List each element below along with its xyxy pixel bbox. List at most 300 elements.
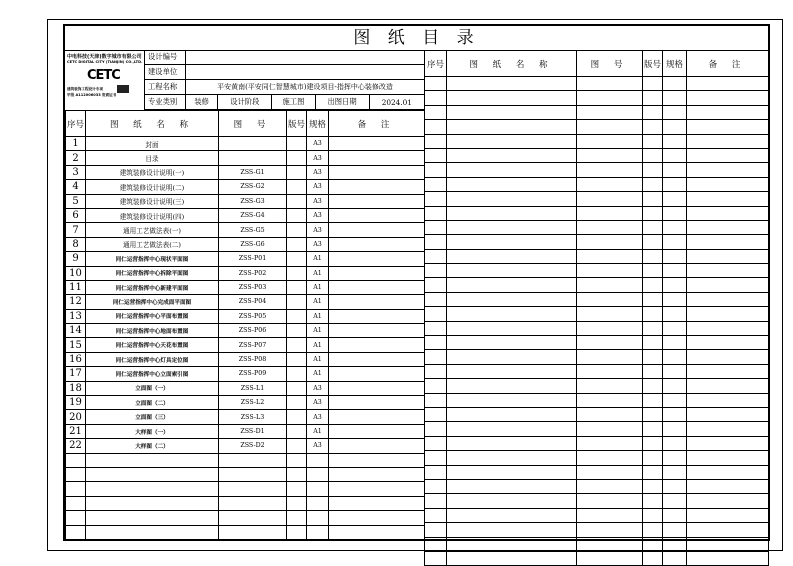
remark-cell — [329, 338, 425, 352]
version-cell — [643, 364, 663, 378]
spec-cell: A1 — [307, 367, 329, 381]
name-cell — [447, 537, 577, 551]
version-cell — [287, 194, 307, 208]
name-cell — [447, 321, 577, 335]
company-logo-block — [65, 50, 145, 110]
remark-cell — [687, 220, 769, 234]
company-name-en: CETC DIGITAL CITY (TIANJIN) CO.,LTD. — [67, 60, 143, 64]
table-row — [425, 105, 769, 119]
seq-cell — [425, 393, 447, 407]
stage-label: 设计阶段 — [218, 95, 272, 110]
number-cell: ZSS-G5 — [219, 223, 287, 237]
version-cell — [643, 523, 663, 537]
remark-cell — [329, 208, 425, 222]
number-cell — [219, 496, 287, 510]
number-cell: ZSS-L1 — [219, 381, 287, 395]
table-row — [66, 266, 425, 280]
version-cell — [643, 163, 663, 177]
seq-cell — [425, 350, 447, 364]
table-row — [66, 252, 425, 266]
version-cell — [287, 453, 307, 467]
spec-cell — [663, 523, 687, 537]
name-cell: 建筑装修设计说明(二) — [86, 180, 219, 194]
col-spec-header: 规格 — [663, 51, 687, 77]
version-cell — [643, 105, 663, 119]
table-row — [425, 206, 769, 220]
cert-line-2: 甲级 A112006033 资质证书 — [67, 93, 117, 97]
table-row — [425, 422, 769, 436]
spec-cell: A3 — [307, 381, 329, 395]
seq-cell — [425, 264, 447, 278]
table-row — [66, 381, 425, 395]
number-cell — [577, 148, 643, 162]
number-cell — [577, 77, 643, 91]
number-cell — [219, 511, 287, 525]
drawing-list-table — [65, 110, 425, 540]
table-row — [66, 511, 425, 525]
remark-cell — [329, 151, 425, 165]
spec-cell — [663, 292, 687, 306]
spec-cell: A3 — [307, 223, 329, 237]
number-cell: ZSS-P06 — [219, 324, 287, 338]
seq-cell: 22 — [66, 439, 86, 453]
name-cell — [447, 235, 577, 249]
seq-cell — [425, 206, 447, 220]
table-row — [425, 465, 769, 479]
seq-cell — [425, 465, 447, 479]
seq-cell — [425, 249, 447, 263]
table-row — [66, 194, 425, 208]
name-cell: 目录 — [86, 151, 219, 165]
name-cell — [447, 278, 577, 292]
col-number-header: 图 号 — [577, 51, 643, 77]
seq-cell — [425, 364, 447, 378]
name-cell — [86, 525, 219, 539]
seq-cell — [425, 494, 447, 508]
spec-cell — [663, 206, 687, 220]
seq-cell — [425, 523, 447, 537]
seq-cell: 1 — [66, 137, 86, 151]
col-version-header: 版号 — [643, 51, 663, 77]
table-row — [425, 77, 769, 91]
seq-cell — [425, 278, 447, 292]
remark-cell — [329, 324, 425, 338]
remark-cell — [687, 537, 769, 551]
name-cell — [447, 105, 577, 119]
project-value: 平安黄南(平安同仁智慧城市)建设项目-指挥中心装修改造 — [186, 80, 425, 95]
number-cell: ZSS-P02 — [219, 266, 287, 280]
table-row — [66, 496, 425, 510]
spec-cell: A3 — [307, 410, 329, 424]
name-cell — [447, 393, 577, 407]
title-block — [65, 50, 424, 110]
seq-cell: 21 — [66, 424, 86, 438]
spec-cell — [307, 467, 329, 481]
table-row — [425, 163, 769, 177]
spec-cell: A3 — [307, 194, 329, 208]
spec-cell — [663, 163, 687, 177]
spec-cell — [663, 77, 687, 91]
name-cell: 立面图（一） — [86, 381, 219, 395]
seq-cell — [425, 177, 447, 191]
seq-cell: 20 — [66, 410, 86, 424]
table-row — [66, 367, 425, 381]
table-row — [66, 424, 425, 438]
remark-cell — [329, 309, 425, 323]
version-cell — [643, 235, 663, 249]
name-cell — [447, 479, 577, 493]
version-cell — [643, 249, 663, 263]
table-row — [425, 278, 769, 292]
seq-cell — [66, 496, 86, 510]
remark-cell — [687, 523, 769, 537]
remark-cell — [687, 451, 769, 465]
name-cell — [86, 453, 219, 467]
seq-cell: 16 — [66, 352, 86, 366]
seq-cell — [66, 482, 86, 496]
number-cell — [577, 350, 643, 364]
spec-cell: A3 — [307, 165, 329, 179]
spec-cell — [663, 508, 687, 522]
version-cell — [287, 266, 307, 280]
remark-cell — [687, 134, 769, 148]
number-cell: ZSS-P03 — [219, 280, 287, 294]
number-cell — [577, 278, 643, 292]
seq-cell: 4 — [66, 180, 86, 194]
version-cell — [643, 537, 663, 551]
remark-cell — [329, 410, 425, 424]
number-cell: ZSS-G3 — [219, 194, 287, 208]
design-no-label: 设计编号 — [145, 50, 186, 65]
name-cell: 通用工艺做法表(二) — [86, 237, 219, 251]
col-number-header: 图 号 — [219, 111, 287, 137]
name-cell — [447, 220, 577, 234]
col-spec-header: 规格 — [307, 111, 329, 137]
table-row — [425, 321, 769, 335]
spec-cell — [663, 249, 687, 263]
number-cell — [219, 137, 287, 151]
version-cell — [643, 451, 663, 465]
spec-cell: A3 — [307, 396, 329, 410]
remark-cell — [329, 137, 425, 151]
remark-cell — [687, 292, 769, 306]
table-row — [66, 525, 425, 539]
spec-cell: A1 — [307, 252, 329, 266]
name-cell — [447, 551, 577, 565]
stage-value: 施工图 — [272, 95, 315, 110]
seq-cell — [425, 192, 447, 206]
version-cell — [643, 177, 663, 191]
spec-cell — [663, 407, 687, 421]
seq-cell: 10 — [66, 266, 86, 280]
remark-cell — [687, 120, 769, 134]
seq-cell — [66, 467, 86, 481]
name-cell — [447, 436, 577, 450]
name-cell — [447, 523, 577, 537]
seq-cell: 5 — [66, 194, 86, 208]
table-row — [425, 249, 769, 263]
version-cell — [643, 307, 663, 321]
number-cell — [577, 292, 643, 306]
version-cell — [643, 91, 663, 105]
number-cell — [219, 453, 287, 467]
version-cell — [287, 367, 307, 381]
number-cell: ZSS-P07 — [219, 338, 287, 352]
version-cell — [643, 393, 663, 407]
remark-cell — [687, 321, 769, 335]
col-remark-header: 备 注 — [687, 51, 769, 77]
name-cell — [447, 336, 577, 350]
remark-cell — [687, 508, 769, 522]
table-row — [425, 479, 769, 493]
seq-cell — [425, 422, 447, 436]
spec-cell — [663, 192, 687, 206]
table-row — [66, 352, 425, 366]
name-cell: 通用工艺做法表(一) — [86, 223, 219, 237]
name-cell — [447, 91, 577, 105]
version-cell — [643, 120, 663, 134]
seq-cell — [425, 379, 447, 393]
seq-cell — [425, 508, 447, 522]
number-cell — [219, 482, 287, 496]
table-row — [66, 165, 425, 179]
spec-cell — [307, 496, 329, 510]
number-cell — [577, 321, 643, 335]
version-cell — [643, 422, 663, 436]
version-cell — [287, 496, 307, 510]
remark-cell — [329, 280, 425, 294]
name-cell: 同仁运营指挥中心现状平面图 — [86, 252, 219, 266]
table-row — [425, 264, 769, 278]
name-cell — [447, 249, 577, 263]
remark-cell — [329, 381, 425, 395]
name-cell: 立面图（二） — [86, 396, 219, 410]
name-cell — [447, 407, 577, 421]
seq-cell — [425, 321, 447, 335]
remark-cell — [687, 249, 769, 263]
cert-line-1: 建筑装饰工程设计专项 — [67, 87, 103, 91]
table-row — [425, 551, 769, 565]
remark-cell — [687, 494, 769, 508]
drawing-frame — [63, 24, 770, 541]
table-row — [425, 292, 769, 306]
spec-cell — [663, 551, 687, 565]
number-cell: ZSS-L2 — [219, 396, 287, 410]
number-cell — [577, 537, 643, 551]
name-cell: 建筑装修设计说明(一) — [86, 165, 219, 179]
seq-cell — [425, 77, 447, 91]
remark-cell — [329, 439, 425, 453]
version-cell — [287, 208, 307, 222]
version-cell — [643, 465, 663, 479]
table-row — [66, 180, 425, 194]
col-seq-header: 序号 — [425, 51, 447, 77]
builder-label: 建设单位 — [145, 65, 186, 80]
version-cell — [287, 482, 307, 496]
seq-cell — [66, 511, 86, 525]
spec-cell: A1 — [307, 280, 329, 294]
col-remark-header: 备 注 — [329, 111, 425, 137]
version-cell — [287, 338, 307, 352]
spec-cell — [663, 537, 687, 551]
number-cell — [577, 249, 643, 263]
spec-cell — [663, 264, 687, 278]
number-cell — [577, 407, 643, 421]
name-cell: 同仁运营指挥中心完成面平面图 — [86, 295, 219, 309]
spec-cell — [663, 321, 687, 335]
remark-cell — [687, 465, 769, 479]
remark-cell — [687, 163, 769, 177]
seq-cell — [425, 479, 447, 493]
name-cell — [447, 422, 577, 436]
seq-cell — [425, 134, 447, 148]
name-cell — [86, 467, 219, 481]
name-cell — [447, 77, 577, 91]
spec-cell — [307, 482, 329, 496]
table-row — [425, 494, 769, 508]
table-row — [66, 151, 425, 165]
spec-cell: A1 — [307, 424, 329, 438]
spec-cell — [663, 120, 687, 134]
number-cell — [219, 151, 287, 165]
remark-cell — [687, 235, 769, 249]
remark-cell — [329, 223, 425, 237]
name-cell — [447, 350, 577, 364]
spec-cell — [307, 525, 329, 539]
table-row — [425, 192, 769, 206]
table-row — [66, 410, 425, 424]
remark-cell — [687, 278, 769, 292]
number-cell — [577, 206, 643, 220]
version-cell — [643, 134, 663, 148]
name-cell — [447, 134, 577, 148]
remark-cell — [687, 307, 769, 321]
remark-cell — [687, 379, 769, 393]
spec-cell — [663, 451, 687, 465]
version-cell — [643, 77, 663, 91]
spec-cell: A3 — [307, 439, 329, 453]
number-cell — [577, 134, 643, 148]
seq-cell: 12 — [66, 295, 86, 309]
table-row — [66, 396, 425, 410]
name-cell — [447, 177, 577, 191]
version-cell — [287, 467, 307, 481]
table-row — [66, 482, 425, 496]
table-row — [66, 453, 425, 467]
remark-cell — [329, 266, 425, 280]
spec-cell — [663, 336, 687, 350]
project-info-table — [145, 50, 424, 110]
number-cell — [577, 235, 643, 249]
number-cell — [577, 177, 643, 191]
number-cell — [219, 525, 287, 539]
seq-cell: 7 — [66, 223, 86, 237]
version-cell — [287, 424, 307, 438]
remark-cell — [687, 77, 769, 91]
spec-cell: A1 — [307, 309, 329, 323]
seq-cell: 13 — [66, 309, 86, 323]
number-cell — [577, 192, 643, 206]
number-cell — [577, 364, 643, 378]
version-cell — [287, 324, 307, 338]
seq-cell — [425, 105, 447, 119]
remark-cell — [687, 479, 769, 493]
spec-cell — [307, 453, 329, 467]
spec-cell — [663, 177, 687, 191]
spec-cell — [663, 235, 687, 249]
number-cell — [577, 264, 643, 278]
table-row — [66, 280, 425, 294]
number-cell: ZSS-P08 — [219, 352, 287, 366]
table-row — [425, 451, 769, 465]
name-cell — [86, 496, 219, 510]
name-cell: 同仁运营指挥中心天花布置图 — [86, 338, 219, 352]
remark-cell — [329, 424, 425, 438]
version-cell — [287, 180, 307, 194]
version-cell — [287, 137, 307, 151]
seq-cell: 17 — [66, 367, 86, 381]
table-row — [425, 220, 769, 234]
seq-cell — [425, 407, 447, 421]
table-header-row — [425, 51, 769, 77]
seq-cell — [425, 148, 447, 162]
table-row — [425, 523, 769, 537]
seq-cell — [425, 336, 447, 350]
version-cell — [643, 508, 663, 522]
seq-cell — [425, 163, 447, 177]
name-cell — [447, 120, 577, 134]
spec-cell — [663, 307, 687, 321]
col-name-header: 图 纸 名 称 — [447, 51, 577, 77]
name-cell — [447, 264, 577, 278]
spec-cell — [663, 465, 687, 479]
number-cell — [577, 120, 643, 134]
number-cell: ZSS-P05 — [219, 309, 287, 323]
version-cell — [287, 280, 307, 294]
number-cell: ZSS-P01 — [219, 252, 287, 266]
discipline-value: 装修 — [186, 95, 218, 110]
spec-cell: A1 — [307, 338, 329, 352]
version-cell — [287, 151, 307, 165]
table-row — [425, 364, 769, 378]
spec-cell: A1 — [307, 295, 329, 309]
number-cell — [577, 523, 643, 537]
seq-cell — [66, 525, 86, 539]
remark-cell — [687, 350, 769, 364]
remark-cell — [329, 511, 425, 525]
version-cell — [287, 525, 307, 539]
version-cell — [643, 350, 663, 364]
spec-cell — [663, 479, 687, 493]
version-cell — [287, 410, 307, 424]
remark-cell — [329, 525, 425, 539]
table-row — [425, 148, 769, 162]
version-cell — [643, 479, 663, 493]
name-cell — [447, 206, 577, 220]
table-row — [425, 436, 769, 450]
spec-cell — [663, 494, 687, 508]
company-logo: CETC — [87, 68, 120, 83]
spec-cell — [663, 220, 687, 234]
spec-cell — [663, 148, 687, 162]
seq-cell — [425, 537, 447, 551]
table-row — [66, 309, 425, 323]
spec-cell — [663, 379, 687, 393]
remark-cell — [687, 192, 769, 206]
name-cell: 封面 — [86, 137, 219, 151]
seq-cell — [425, 551, 447, 565]
seq-cell — [425, 307, 447, 321]
